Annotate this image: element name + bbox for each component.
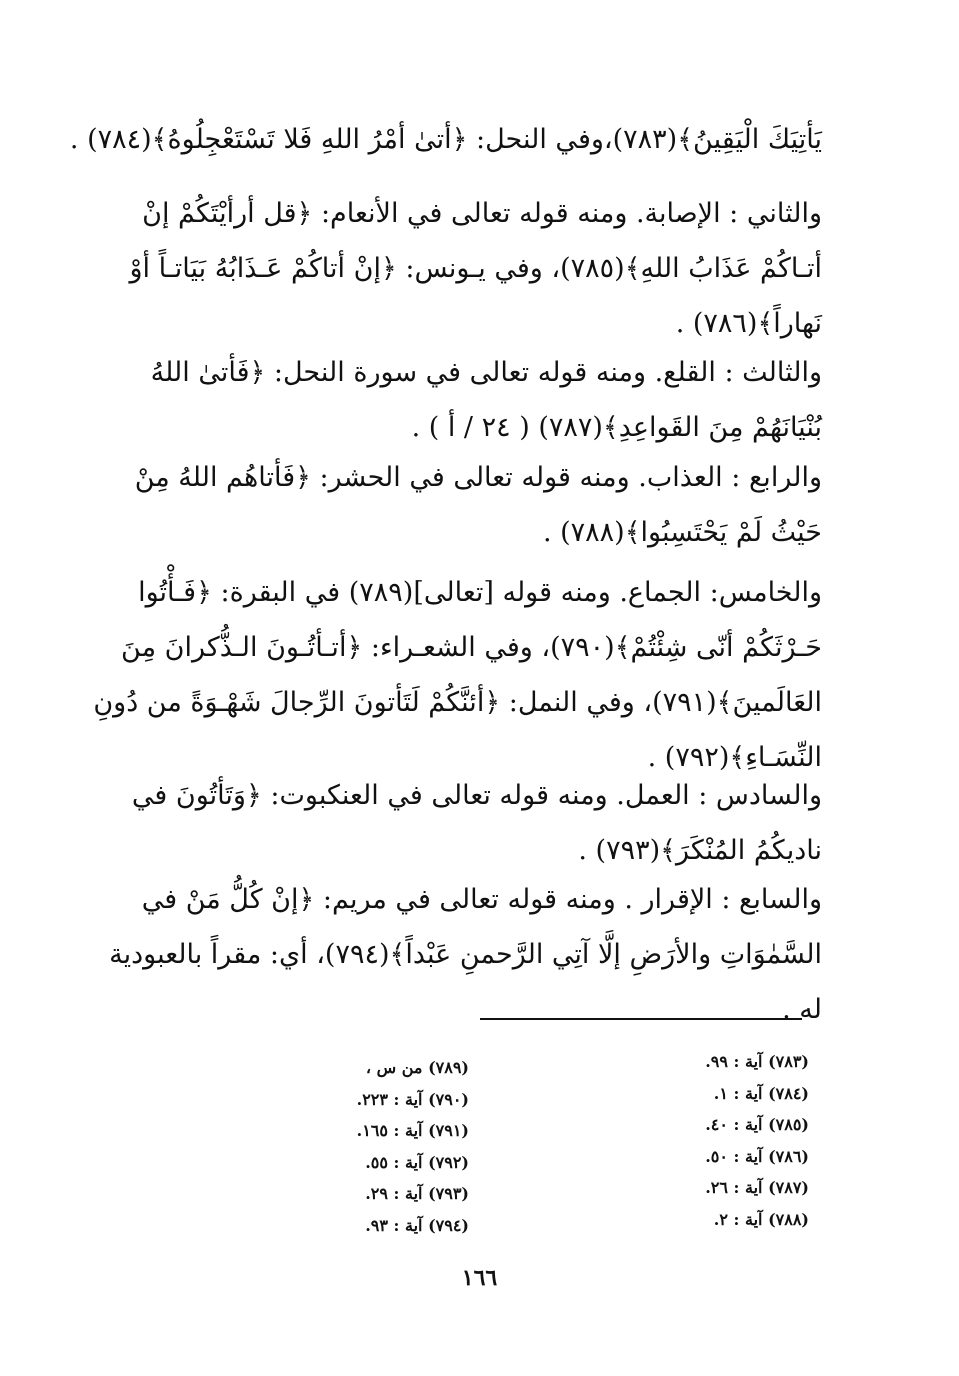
footnote: (٧٩٠) آية : ٢٢٣. bbox=[356, 1089, 469, 1109]
text-line: حَـرْثَكُمْ أنّى شِئْتُمْ﴾(٧٩٠)، وفي الشعـراء: ﴿أتـأتُـونَ الـذُّكرانَ مِنَ bbox=[121, 632, 822, 663]
text-line: والخامس: الجماع. ومنه قوله [تعالى](٧٨٩) في البقرة: ﴿فَـأْتُوا bbox=[138, 577, 822, 608]
paragraph-3 bbox=[132, 345, 822, 455]
footnote: (٧٨٨) آية : ٢. bbox=[713, 1209, 809, 1229]
text-line: نَهاراً﴾(٧٨٦) . bbox=[675, 308, 822, 339]
text-line: والسادس : العمل. ومنه قوله تعالى في العنكبوت: ﴿وَتَأتُونَ في bbox=[131, 780, 822, 811]
paragraph-4 bbox=[132, 450, 822, 560]
footnote: (٧٩٢) آية : ٥٥. bbox=[365, 1152, 469, 1172]
paragraph-6 bbox=[132, 768, 822, 878]
text-line: العَالَمينَ﴾(٧٩١)، وفي النمل: ﴿أئنَّكُمْ لَتَأتونَ الرِّجالَ شَهْـوَةً من دُونِ bbox=[93, 687, 822, 718]
text-line: والرابع : العذاب. ومنه قوله تعالى في الحشر: ﴿فَأتاهُم اللهُ مِنْ bbox=[134, 462, 822, 493]
text-line: والسابع : الإقرار . ومنه قوله تعالى في مريم: ﴿إنْ كُلُّ مَنْ في bbox=[141, 884, 822, 915]
footnote: (٧٨٦) آية : ٥٠. bbox=[705, 1146, 809, 1166]
text-line: حَيْثُ لَمْ يَحْتَسِبُوا﴾(٧٨٨) . bbox=[542, 517, 822, 548]
page-number: ١٦٦ bbox=[461, 1265, 498, 1291]
text-line: بُنْيَانَهُمْ مِنَ القَواعِدِ﴾(٧٨٧) ( ٢٤ / أ ) . bbox=[411, 412, 822, 443]
footnote: (٧٨٣) آية : ٩٩. bbox=[705, 1052, 809, 1071]
paragraph-1 bbox=[69, 112, 822, 167]
paragraph-2 bbox=[129, 186, 822, 351]
paragraph-5 bbox=[93, 565, 822, 785]
text-line: والثاني : الإصابة. ومنه قوله تعالى في الأنعام: ﴿قل أرأيْتَكُمْ إنْ bbox=[142, 198, 822, 229]
footnote: (٧٩٤) آية : ٩٣. bbox=[365, 1215, 469, 1235]
footnotes-right-column bbox=[619, 1046, 809, 1235]
footnote-divider bbox=[480, 1018, 802, 1020]
footnote: (٧٨٩) من س ، bbox=[365, 1058, 469, 1077]
footnote: (٧٩٣) آية : ٢٩. bbox=[365, 1184, 469, 1203]
text-line: له . bbox=[782, 994, 822, 1025]
text-line: أتـاكُمْ عَذَابُ اللهِ﴾(٧٨٥)، وفي يـونس: ﴿إنْ أتاكُمْ عَـذَابُهُ بَيَاتـاً أوْ bbox=[129, 253, 822, 284]
text-line: النِّسَـاءِ﴾(٧٩٢) . bbox=[647, 742, 822, 773]
footnote: (٧٨٧) آية : ٢٦. bbox=[705, 1178, 809, 1197]
footnote: (٧٨٤) آية : ١. bbox=[713, 1083, 809, 1103]
footnotes-left-column bbox=[279, 1052, 469, 1241]
paragraph-7 bbox=[109, 872, 822, 1037]
footnote: (٧٩١) آية : ١٦٥. bbox=[356, 1121, 469, 1140]
text-line: والثالث : القلع. ومنه قوله تعالى في سورة النحل: ﴿فَأتىٰ اللهُ bbox=[150, 357, 822, 388]
text-line: السَّمٰوَاتِ والأرَضِ إلَّا آتِي الرَّحمنِ عَبْداً﴾(٧٩٤)، أي: مقراً بالعبودية bbox=[109, 939, 822, 970]
footnote: (٧٨٥) آية : ٤٠. bbox=[705, 1115, 809, 1134]
text-line: يَأتِيَكَ الْيَقِينُ﴾(٧٨٣)،وفي النحل: ﴿أتىٰ أمْرُ اللهِ فَلا تَسْتَعْجِلُوهُ﴾(٧٨٤) . bbox=[69, 124, 822, 155]
text-line: ناديكُمُ المُنْكَرَ﴾(٧٩٣) . bbox=[578, 835, 822, 866]
